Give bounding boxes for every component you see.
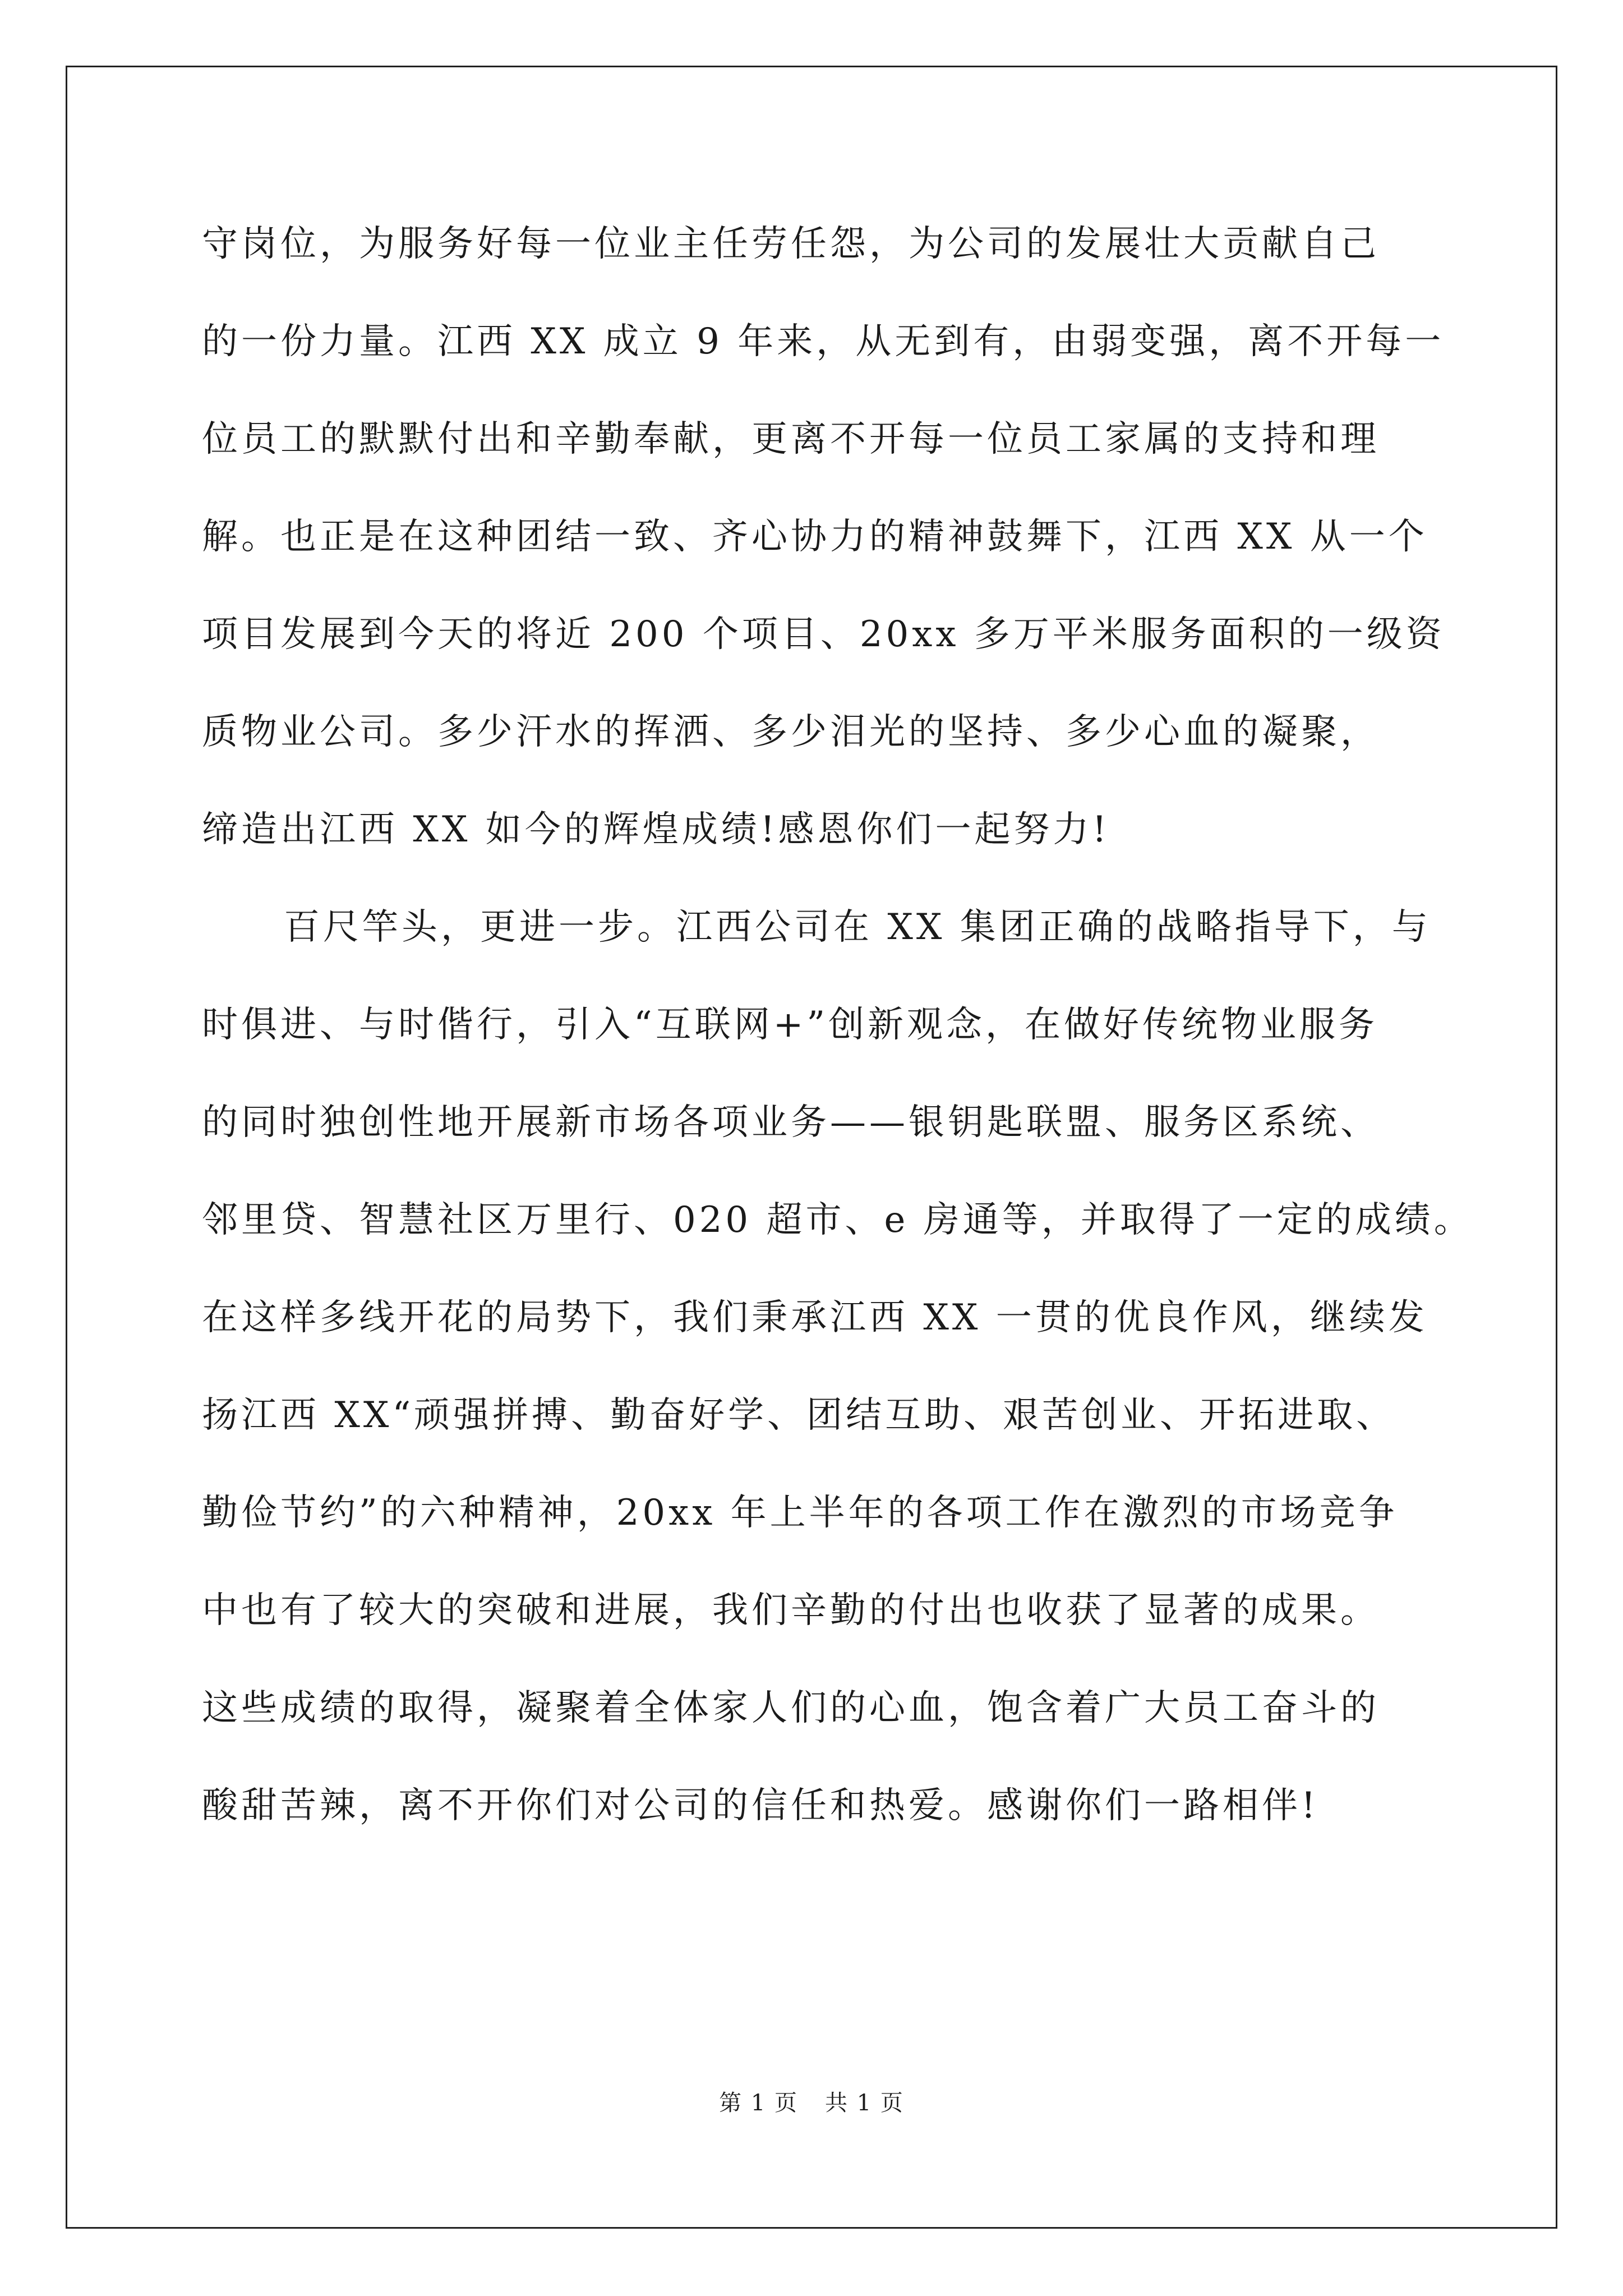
text-line: 位员工的默默付出和辛勤奉献，更离不开每一位员工家属的支持和理 — [202, 418, 1380, 460]
text-line: 质物业公司。多少汗水的挥洒、多少泪光的坚持、多少心血的凝聚， — [202, 711, 1380, 753]
text-line: 的同时独创性地开展新市场各项业务——银钥匙联盟、服务区系统、 — [202, 1102, 1380, 1143]
text-line: 邻里贷、智慧社区万里行、020 超市、e 房通等，并取得了一定的成绩。 — [202, 1199, 1473, 1241]
text-line: 项目发展到今天的将近 200 个项目、20xx 多万平米服务面积的一级资 — [202, 614, 1445, 655]
text-line: 缔造出江西 XX 如今的辉煌成绩!感恩你们一起努力! — [202, 809, 1110, 850]
paragraph-first-line: 百尺竿头，更进一步。江西公司在 XX 集团正确的战略指导下，与 — [284, 907, 1431, 948]
text-line: 时俱进、与时偕行，引入“互联网+”创新观念，在做好传统物业服务 — [202, 1004, 1378, 1046]
page-footer — [0, 2090, 1623, 2116]
text-line: 酸甜苦辣，离不开你们对公司的信任和热爱。感谢你们一路相伴! — [202, 1785, 1319, 1826]
text-line: 扬江西 XX“顽强拼搏、勤奋好学、团结互助、艰苦创业、开拓进取、 — [202, 1395, 1396, 1436]
text-line: 中也有了较大的突破和进展，我们辛勤的付出也收获了显著的成果。 — [202, 1590, 1380, 1631]
text-line: 解。也正是在这种团结一致、齐心协力的精神鼓舞下，江西 XX 从一个 — [202, 516, 1428, 558]
text-line: 勤俭节约”的六种精神，20xx 年上半年的各项工作在激烈的市场竞争 — [202, 1492, 1398, 1534]
text-line: 守岗位，为服务好每一位业主任劳任怨，为公司的发展壮大贡献自己 — [202, 223, 1380, 265]
page-number: 第 1 页 — [719, 2090, 798, 2116]
text-line: 在这样多线开花的局势下，我们秉承江西 XX 一贯的优良作风，继续发 — [202, 1297, 1428, 1338]
text-line: 这些成绩的取得，凝聚着全体家人们的心血，饱含着广大员工奋斗的 — [202, 1687, 1380, 1729]
document-body — [202, 222, 1481, 1881]
page-total: 共 1 页 — [825, 2090, 904, 2116]
text-line: 的一份力量。江西 XX 成立 9 年来，从无到有，由弱变强，离不开每一 — [202, 321, 1445, 362]
